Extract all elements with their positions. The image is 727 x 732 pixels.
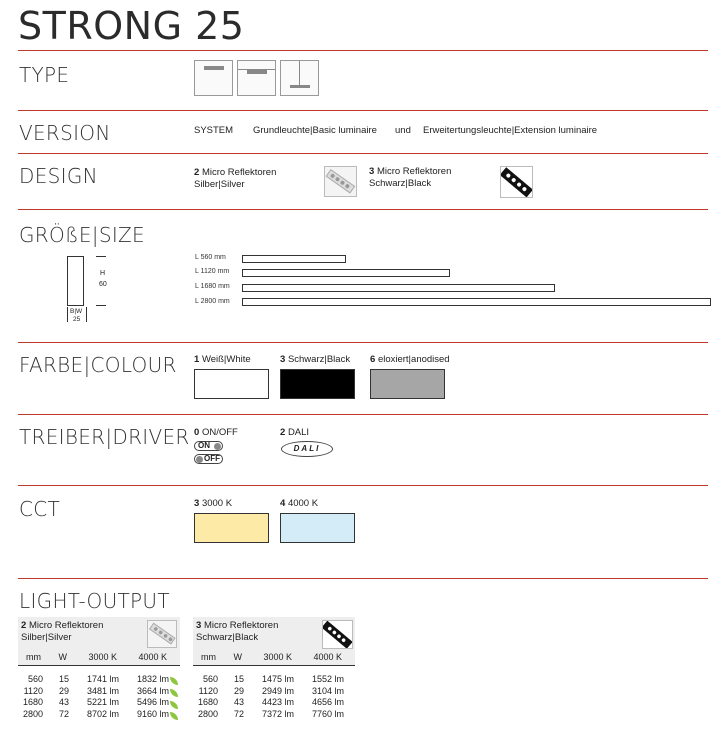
divider: [18, 209, 708, 210]
section-version-heading: VERSION: [19, 121, 111, 145]
design-code: 2: [194, 167, 200, 178]
length-bar: [242, 298, 711, 306]
black-reflector-icon: [322, 620, 353, 649]
driver-option-label: 0 ON/OFF: [194, 427, 238, 438]
table-row: 2800 72 8702 lm 9160 lm: [23, 708, 170, 719]
cct-swatch-4000k: [280, 513, 355, 543]
dali-logo-icon: DALI: [281, 441, 333, 457]
design-option-silver: [194, 167, 276, 191]
section-colour-heading: FARBE|COLOUR: [19, 353, 177, 377]
height-tick: [96, 256, 106, 257]
width-tick: [67, 307, 68, 322]
on-switch-icon: ON: [194, 441, 223, 451]
divider: [18, 50, 708, 51]
section-design-heading: DESIGN: [19, 164, 98, 188]
length-label: L 2800 mm: [195, 298, 230, 305]
divider: [18, 414, 708, 415]
cct-swatch-3000k: [194, 513, 269, 543]
length-bar: [242, 269, 450, 277]
colour-option-label: 3 Schwarz|Black: [280, 354, 351, 365]
colour-swatch-white: [194, 369, 269, 399]
version-basic: Grundleuchte|Basic luminaire: [253, 125, 377, 136]
colour-swatch-anodised: [370, 369, 445, 399]
colour-swatch-black: [280, 369, 355, 399]
height-tick: [96, 305, 106, 306]
table-row: 1680 43 5221 lm 5496 lm: [23, 697, 170, 707]
colour-option-label: 1 Weiß|White: [194, 354, 251, 365]
divider: [18, 153, 708, 154]
table-row: 560 15 1475 lm 1552 lm: [203, 674, 345, 684]
length-bar: [242, 284, 555, 292]
table-header-row: mm W 3000 K 4000 K: [201, 652, 342, 662]
section-type-heading: TYPE: [19, 63, 70, 87]
height-label: H: [100, 270, 106, 277]
table-row: 560 15 1741 lm 1832 lm: [28, 674, 170, 684]
length-label: L 1680 mm: [195, 283, 230, 290]
length-label: L 1120 mm: [195, 268, 230, 275]
height-value: 60: [99, 281, 107, 288]
table-row: 1120 29 3481 lm 3664 lm: [23, 685, 170, 696]
light-output-design-label: 2 Micro Reflektoren Silber|Silver: [21, 620, 104, 643]
table-header-row: mm W 3000 K 4000 K: [26, 652, 167, 662]
off-switch-icon: OFF: [194, 454, 223, 464]
table-row: 2800 72 7372 lm 7760 lm: [198, 708, 345, 719]
length-bar: [242, 255, 346, 263]
width-tick: [86, 307, 87, 322]
width-value: 25: [73, 316, 81, 323]
divider: [18, 578, 708, 579]
silver-reflector-icon: [324, 166, 357, 197]
driver-option-label: 2 DALI: [280, 427, 310, 438]
design-finish: Silber|Silver: [194, 179, 245, 190]
design-option-black: [369, 166, 451, 190]
table-header-underline: [18, 665, 180, 666]
profile-cross-section: [67, 256, 84, 306]
page-title: STRONG 25: [18, 4, 245, 48]
silver-reflector-icon: [147, 620, 177, 648]
design-code: 3: [369, 166, 375, 177]
colour-option-label: 6 eloxiert|anodised: [370, 354, 450, 365]
design-finish: Schwarz|Black: [369, 178, 432, 189]
width-label: B|W: [70, 308, 83, 315]
divider: [18, 342, 708, 343]
section-light-output-heading: LIGHT-OUTPUT: [19, 589, 170, 613]
table-row: 1680 43 4423 lm 4656 lm: [198, 697, 345, 707]
light-output-design-label: 3 Micro Reflektoren Schwarz|Black: [196, 620, 279, 643]
version-extension: Erweitertungsleuchte|Extension luminaire: [423, 125, 598, 136]
section-driver-heading: TREIBER|DRIVER: [19, 425, 190, 449]
light-output-table-black: [194, 652, 346, 664]
section-cct-heading: CCT: [19, 497, 61, 521]
version-and: und: [395, 125, 411, 136]
light-output-table-silver: [19, 652, 171, 664]
cct-option-label: 4 4000 K: [280, 498, 319, 509]
light-output-rows-black: [194, 674, 348, 720]
design-name: Micro Reflektoren: [201, 167, 277, 178]
table-header-underline: [193, 665, 355, 666]
section-size-heading: GRÖßE|SIZE: [19, 223, 145, 247]
design-name: Micro Reflektoren: [376, 166, 452, 177]
table-row: 1120 29 2949 lm 3104 lm: [198, 685, 345, 696]
divider: [18, 485, 708, 486]
ceiling-recessed-icon: [237, 60, 276, 96]
ceiling-surface-icon: [194, 60, 233, 96]
length-label: L 560 mm: [195, 254, 226, 261]
version-system-label: SYSTEM: [194, 125, 234, 136]
pendant-icon: [280, 60, 319, 96]
light-output-rows-silver: [19, 674, 173, 720]
divider: [18, 110, 708, 111]
black-reflector-icon: [500, 166, 533, 198]
cct-option-label: 3 3000 K: [194, 498, 233, 509]
